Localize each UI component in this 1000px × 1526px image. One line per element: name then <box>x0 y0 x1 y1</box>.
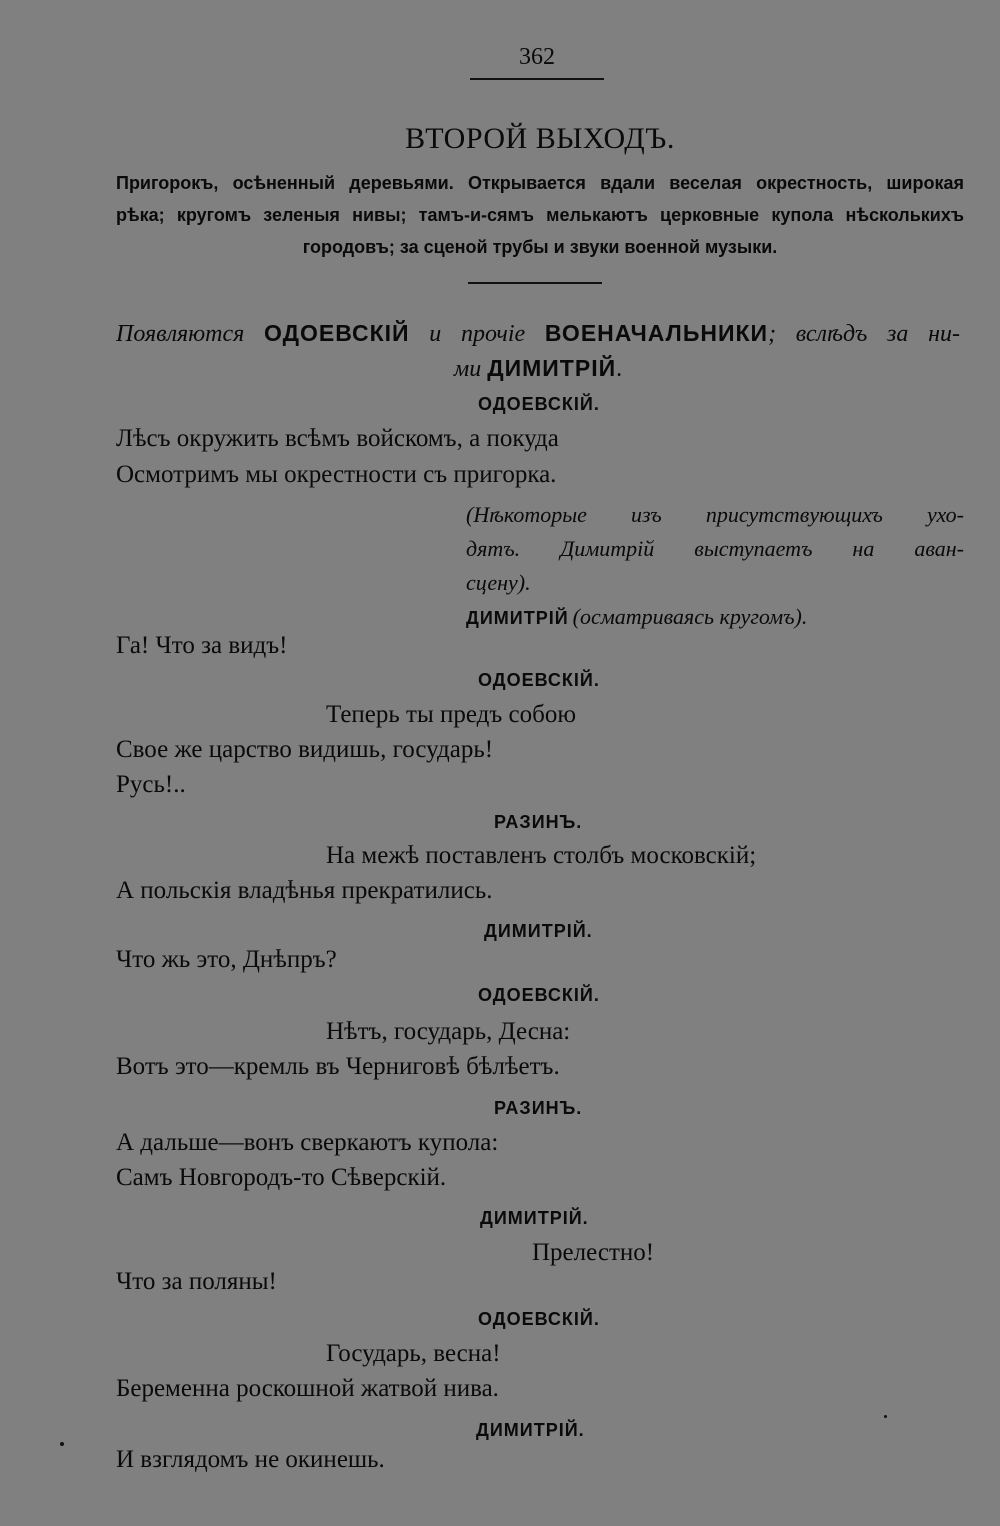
speaker-label: ДИМИТРІЙ. <box>476 1420 585 1440</box>
speaker-label: РАЗИНЪ. <box>494 1098 583 1118</box>
speaker-direction: (осматриваясь кругомъ). <box>572 604 808 629</box>
verse-line: Лѣсъ окружить всѣмъ войскомъ, а покуда <box>116 425 559 452</box>
stage-description-line-1: Пригорокъ, осѣненный деревьями. Открывается вдали веселая окрестность, широкая <box>116 173 964 193</box>
entrance-text-3: ; вслѣдъ за ни- <box>768 321 961 347</box>
speaker-label: ДИМИТРІЙ. <box>480 1208 589 1228</box>
stage-direction-line-1: (Нѣкоторые изъ присутствующихъ ухо- <box>466 502 964 527</box>
verse-line: Вотъ это—кремль въ Черниговѣ бѣлѣетъ. <box>116 1053 560 1080</box>
verse-line: Самъ Новгородъ-то Сѣверскій. <box>116 1164 447 1191</box>
character-name-commanders: ВОЕНАЧАЛЬНИКИ <box>544 320 769 346</box>
speaker-label: ОДОЕВСКІЙ. <box>478 985 600 1005</box>
stage-direction <box>466 498 964 600</box>
print-speck <box>60 1442 64 1446</box>
print-speck <box>884 1415 887 1418</box>
scene-heading: ВТОРОЙ ВЫХОДЪ. <box>405 122 675 155</box>
verse-line: Беременна роскошной жатвой нива. <box>116 1375 499 1402</box>
verse-line: Свое же царство видишь, государь! <box>116 736 494 763</box>
stage-description-line-3: городовъ; за сценой трубы и звуки военной музыки. <box>302 237 778 257</box>
entrance-direction <box>116 316 960 386</box>
page-number-rule <box>470 78 604 80</box>
stage-direction-line-2: дятъ. Димитрій выступаетъ на аван- <box>466 536 964 561</box>
verse-line: Нѣтъ, государь, Десна: <box>326 1018 571 1045</box>
verse-line: Что за поляны! <box>116 1268 277 1295</box>
entrance-text-4: ми <box>453 356 482 382</box>
section-rule <box>468 282 602 284</box>
entrance-text-2: и прочіе <box>429 321 526 347</box>
verse-line: Теперь ты предъ собою <box>326 701 577 728</box>
verse-line: Прелестно! <box>532 1239 655 1266</box>
page-number: 362 <box>519 44 555 70</box>
verse-line: Что жь это, Днѣпръ? <box>116 946 337 973</box>
speaker-label: ОДОЕВСКІЙ. <box>478 394 600 414</box>
entrance-line-1 <box>116 316 960 351</box>
speaker-label: ОДОЕВСКІЙ. <box>478 1309 600 1329</box>
character-name-odoevsky: ОДОЕВСКІЙ <box>264 320 410 346</box>
speaker-label: ДИМИТРІЙ. <box>484 921 593 941</box>
verse-line: Га! Что за видъ! <box>116 632 288 659</box>
stage-direction-line-3: сцену). <box>466 570 531 595</box>
speaker-label: ДИМИТРІЙ <box>466 608 569 628</box>
character-name-dimitry: ДИМИТРІЙ <box>487 355 617 381</box>
verse-line: А дальше—вонъ сверкаютъ купола: <box>116 1129 499 1156</box>
entrance-text-1: Появляются <box>116 321 245 347</box>
stage-description <box>116 167 964 263</box>
verse-line: И взглядомъ не окинешь. <box>116 1446 385 1473</box>
stage-description-line-2: рѣка; кругомъ зеленыя нивы; тамъ-и-сямъ мелькаютъ церковные купола нѣсколькихъ <box>116 205 964 225</box>
verse-line: А польскія владѣнья прекратились. <box>116 877 493 904</box>
entrance-line-2 <box>116 351 960 386</box>
verse-line: Осмотримъ мы окрестности съ пригорка. <box>116 461 557 488</box>
speaker-with-direction <box>466 604 807 630</box>
speaker-label: ОДОЕВСКІЙ. <box>478 670 600 690</box>
verse-line: Русь!.. <box>116 771 186 798</box>
speaker-label: РАЗИНЪ. <box>494 812 583 832</box>
verse-line: Государь, весна! <box>326 1340 501 1367</box>
verse-line: На межѣ поставленъ столбъ московскій; <box>326 842 757 869</box>
entrance-text-5: . <box>616 356 623 382</box>
